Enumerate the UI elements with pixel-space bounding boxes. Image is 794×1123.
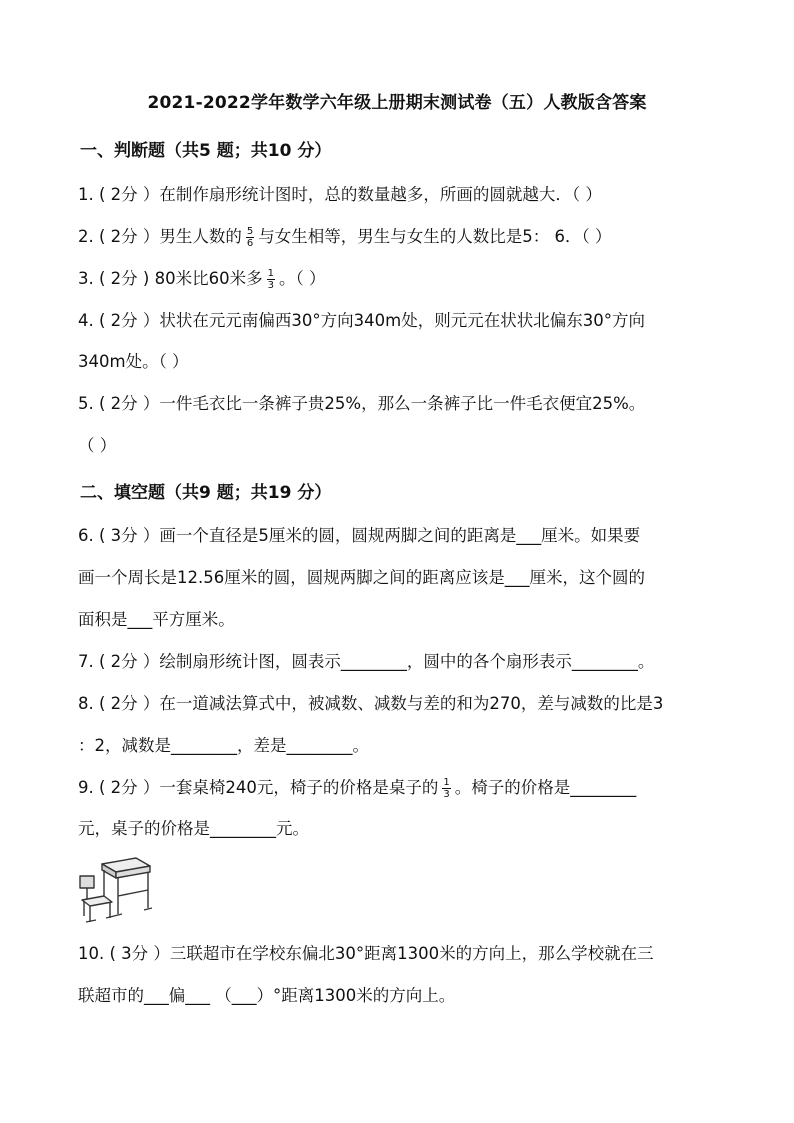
- question-5-line-2: （ ）: [78, 436, 117, 455]
- question-10-line-1: 10. ( 3分 ）三联超市在学校东偏北30°距离1300米的方向上，那么学校就在三: [78, 944, 654, 963]
- question-9-part-b: 。椅子的价格是________: [454, 778, 637, 797]
- question-3: [78, 268, 325, 291]
- exam-title: 2021-2022学年数学六年级上册期末测试卷（五）人教版含答案: [147, 93, 647, 113]
- fraction-five-sixths: [246, 226, 254, 249]
- question-9-line-1: [78, 777, 636, 800]
- fraction-numerator: 1: [267, 268, 274, 279]
- question-7: 7. ( 2分 ）绘制扇形统计图，圆表示________，圆中的各个扇形表示________。: [78, 652, 655, 671]
- fraction-one-third: [267, 268, 275, 291]
- question-8-line-2: ：2，减数是________，差是________。: [78, 736, 369, 755]
- fraction-denominator: 6: [246, 238, 254, 249]
- question-5-line-1: 5. ( 2分 ）一件毛衣比一条裤子贵25%，那么一条裤子比一件毛衣便宜25%。: [78, 394, 646, 413]
- fraction-numerator: 1: [443, 777, 450, 788]
- question-6-line-2: 画一个周长是12.56厘米的圆，圆规两脚之间的距离应该是___厘米，这个圆的: [78, 568, 645, 587]
- question-2-part-b: 与女生相等，男生与女生的人数比是5： 6．（ ）: [258, 227, 612, 246]
- question-9-part-a: 9. ( 2分 ）一套桌椅240元，椅子的价格是桌子的: [78, 778, 439, 797]
- fraction-numerator: 5: [246, 226, 254, 237]
- question-6-line-3: 面积是___平方厘米。: [78, 610, 235, 629]
- fraction-denominator: 3: [443, 789, 450, 800]
- question-9-line-2: 元，桌子的价格是________元。: [78, 819, 309, 838]
- question-4-line-1: 4. ( 2分 ）状状在元元南偏西30°方向340m处，则元元在状状北偏东30°方向: [78, 311, 645, 330]
- section-fill-blank-heading: 二、填空题（共9 题；共19 分）: [80, 483, 332, 503]
- question-4-line-2: 340m处。（ ）: [78, 352, 189, 371]
- question-1: 1. ( 2分 ）在制作扇形统计图时，总的数量越多，所画的圆就越大．（ ）: [78, 185, 602, 204]
- question-2-part-a: 2. ( 2分 ）男生人数的: [78, 227, 242, 246]
- question-3-part-a: 3. ( 2分 ) 80米比60米多: [78, 269, 263, 288]
- fraction-one-third: [442, 777, 450, 800]
- question-6-line-1: 6. ( 3分 ）画一个直径是5厘米的圆，圆规两脚之间的距离是___厘米。如果要: [78, 526, 641, 545]
- section-judgement-heading: 一、判断题（共5 题；共10 分）: [80, 141, 332, 161]
- question-10-line-2: 联超市的___偏___ （___）°距离1300米的方向上。: [78, 986, 456, 1005]
- desk-and-chair-illustration: [74, 856, 154, 926]
- fraction-denominator: 3: [267, 280, 274, 291]
- question-3-part-b: 。（ ）: [278, 269, 326, 288]
- question-8-line-1: 8. ( 2分 ）在一道减法算式中，被减数、减数与差的和为270，差与减数的比是3: [78, 694, 664, 713]
- question-2: [78, 226, 612, 249]
